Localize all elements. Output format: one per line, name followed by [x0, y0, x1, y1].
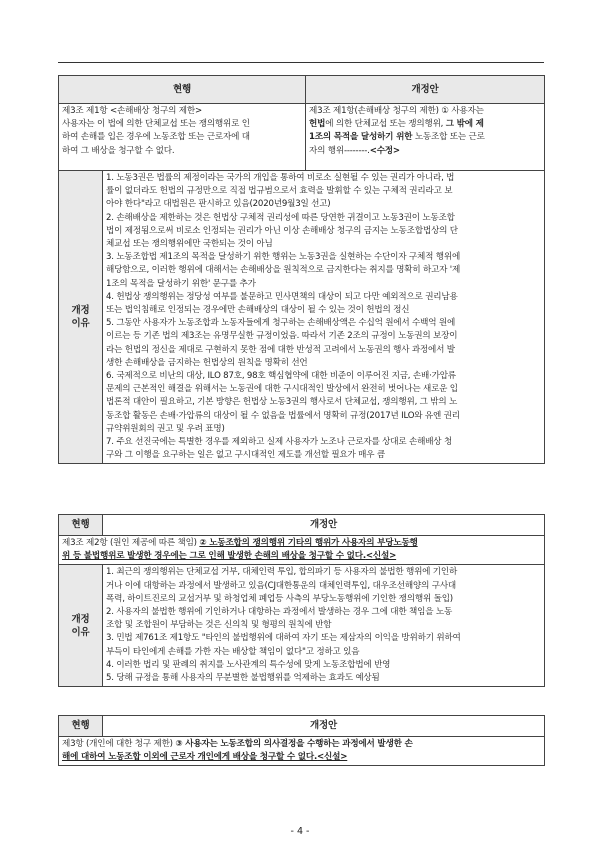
reason-line: 7. 주요 선진국에는 특별한 경우를 제외하고 실제 사용자가 노조나 근로자를 상대로 손해배상 청	[106, 437, 453, 448]
reason-line: 3. 노동조합법 제1조의 목적을 달성하기 위한 행위는 노동3권을 실현하는 수단이자 구체적 행위에	[106, 252, 461, 263]
header-current: 현행	[59, 76, 306, 104]
reason-line: 라는 헌법의 정신을 제대로 구현하지 못한 점에 대한 반성적 고려에서 노동권의 행사 과정에서 발	[106, 344, 455, 355]
reason-line: 4. 이러한 법리 및 판례의 취지를 노사관계의 특수성에 맞게 노동조합법에 반영	[106, 659, 391, 670]
reason-line: 5. 그동안 사용자가 노동조합과 노동자들에게 청구하는 손해배상액은 수십억 원에서 수백억 원에	[106, 318, 456, 329]
header-proposed: 개정안	[103, 515, 545, 536]
header-current: 현행	[59, 716, 103, 737]
reason-line: 법이 제정됨으로써 비로소 인정되는 권리가 아닌 이상 손해배상 청구의 금지는 노동조합법상의 단	[106, 225, 458, 236]
proposed-text-cell	[306, 104, 545, 171]
reason-line: 1. 노동3권은 법률의 제정이라는 국가의 개입을 통하여 비로소 실현될 수 있는 권리가 아니라, 법	[106, 173, 455, 183]
reason-line: 4. 헌법상 쟁의행위는 정당성 여부를 불문하고 민사면책의 대상이 되고 다만 예외적으로 권리남용	[106, 291, 458, 302]
header-proposed: 개정안	[306, 76, 545, 104]
proposed-line: 자의 행위--------.<수정>	[309, 145, 400, 156]
reason-line: 2. 손해배상을 제한하는 것은 헌법상 구체적 권리성에 따른 당연한 귀결이고 노동3권이 노동조합	[106, 212, 455, 223]
reason-cell	[103, 565, 545, 687]
reason-line: 폭력, 하이트진로의 교섭거부 및 하청업체 폐업등 사측의 부당노동행위에 기인한 쟁의행위 돌입)	[106, 593, 453, 604]
reason-label: 개정 이유	[59, 565, 103, 687]
proposed-line: 제3조 제2항 (원인 제공에 따른 책임) ② 노동조합의 쟁의행위 기타의 행위가 사용자의 부당노동행	[62, 538, 418, 548]
proposed-line: 해에 대하여 노동조합 이외에 근로자 개인에게 배상을 청구할 수 없다.<신설>	[62, 752, 348, 763]
proposed-text-cell	[59, 536, 545, 565]
reason-line: 6. 국제적으로 비난의 대상, ILO 87호, 98호 핵심협약에 대한 비준이 이루어진 지금, 손배·가압류	[106, 371, 456, 382]
amendment-table-1	[58, 75, 545, 464]
reason-line: 1조의 목적을 달성하기 위한' 문구를 추가	[106, 278, 256, 289]
reason-cell	[103, 171, 545, 464]
reason-line: 거나 이에 대항하는 과정에서 발생하고 있음(CJ대한통운의 대체인력투입, 대우조선해양의 구사대	[106, 580, 457, 591]
header-current: 현행	[59, 515, 103, 536]
header-proposed: 개정안	[103, 716, 545, 737]
reason-line: 문제의 근본적인 해결을 위해서는 노동권에 대한 구시대적인 발상에서 완전히 벗어나는 새로운 입	[106, 384, 458, 395]
amendment-table-3	[58, 715, 545, 766]
proposed-line: 제3조 제1항(손해배상 청구의 제한) ① 사용자는	[309, 106, 484, 116]
current-text-cell	[59, 104, 306, 171]
proposed-text-cell	[59, 737, 545, 766]
reason-line: 동조합 활동은 손배·가압류의 대상이 될 수 없음을 법률에서 명확히 규정(2017년 ILO와 유엔 권리	[106, 410, 460, 421]
proposed-line: 1조의 목적을 달성하기 위한 노동조합 또는 근로	[309, 132, 485, 143]
proposed-line: 제3항 (개인에 대한 청구 제한) ③ 사용자는 노동조합의 의사결정을 수행하는 과정에서 발생한 손	[62, 739, 413, 749]
amendment-table-2	[58, 514, 545, 687]
reason-line: 이르는 등 기존 법의 제3조는 유명무실한 규정이었음. 따라서 기존 2조의 규정이 노동권의 보장이	[106, 331, 458, 342]
reason-line: 구와 그 이행을 요구하는 일은 없고 구시대적인 제도를 개선할 필요가 매우 큼	[106, 450, 385, 461]
reason-line: 규약위원회의 권고 및 우려 표명)	[106, 423, 225, 434]
reason-line: 아야 한다"라고 대법원은 판시하고 있음(2020년9월3일 선고)	[106, 199, 331, 210]
proposed-line: 헌법에 의한 단체교섭 또는 쟁의행위, 그 밖에 제	[309, 119, 484, 130]
proposed-line: 위 등 불법행위로 발생한 경우에는 그로 인해 발생한 손해의 배상을 청구할 수 없다.<신설>	[62, 551, 397, 562]
reason-line: 률이 없더라도 헌법의 규정만으로 직접 법규범으로서 효력을 발휘할 수 있는 구체적 권리라고 보	[106, 186, 453, 197]
current-line: 제3조 제1항 <손해배상 청구의 제한>	[62, 106, 202, 116]
current-line: 사용자는 이 법에 의한 단체교섭 또는 쟁의행위로 인	[62, 119, 250, 130]
reason-line: 1. 최근의 쟁의행위는 단체교섭 거부, 대체인력 투입, 합의파기 등 사용자의 불법한 행위에 기인하	[106, 567, 458, 578]
reason-line: 부득이 타인에게 손해를 가한 자는 배상할 책임이 없다"고 정하고 있음	[106, 646, 360, 657]
reason-line: 5. 당해 규정을 통해 사용자의 무분별한 불법행위를 억제하는 효과도 예상됨	[106, 673, 380, 684]
current-line: 하여 그 배상을 청구할 수 없다.	[62, 145, 175, 156]
reason-line: 해당함으로, 이러한 행위에 대해서는 손해배상을 원칙적으로 금지한다는 취지를 명확히 하고자 '제	[106, 265, 461, 276]
reason-line: 생한 손해배상을 금지하는 헌법상의 원칙을 명확히 선언	[106, 357, 308, 368]
reason-line: 또는 법익침해로 인정되는 경우에만 손해배상의 대상이 될 수 있는 것이 헌법의 정신	[106, 305, 410, 316]
reason-line: 3. 민법 제761조 제1항도 "타인의 불법행위에 대하여 자기 또는 제삼자의 이익을 방위하기 위하여	[106, 633, 461, 644]
current-line: 하여 손해를 입은 경우에 노동조합 또는 근로자에 대	[62, 132, 250, 143]
reason-line: 조합 및 조합원이 부담하는 것은 신의칙 및 형평의 원칙에 반함	[106, 620, 332, 631]
reason-line: 체교섭 또는 쟁의행위에만 국한되는 것이 아님	[106, 239, 273, 250]
reason-line: 법론적 대안이 필요하고, 기본 방향은 헌법상 노동3권의 행사로서 단체교섭, 쟁의행위, 그 밖의 노	[106, 397, 458, 408]
reason-line: 2. 사용자의 불법한 행위에 기인하거나 대항하는 과정에서 발생하는 경우 그에 대한 책임을 노동	[106, 607, 453, 618]
top-rule	[58, 62, 544, 63]
reason-label: 개정 이유	[59, 171, 103, 464]
page-number: - 4 -	[290, 826, 310, 837]
